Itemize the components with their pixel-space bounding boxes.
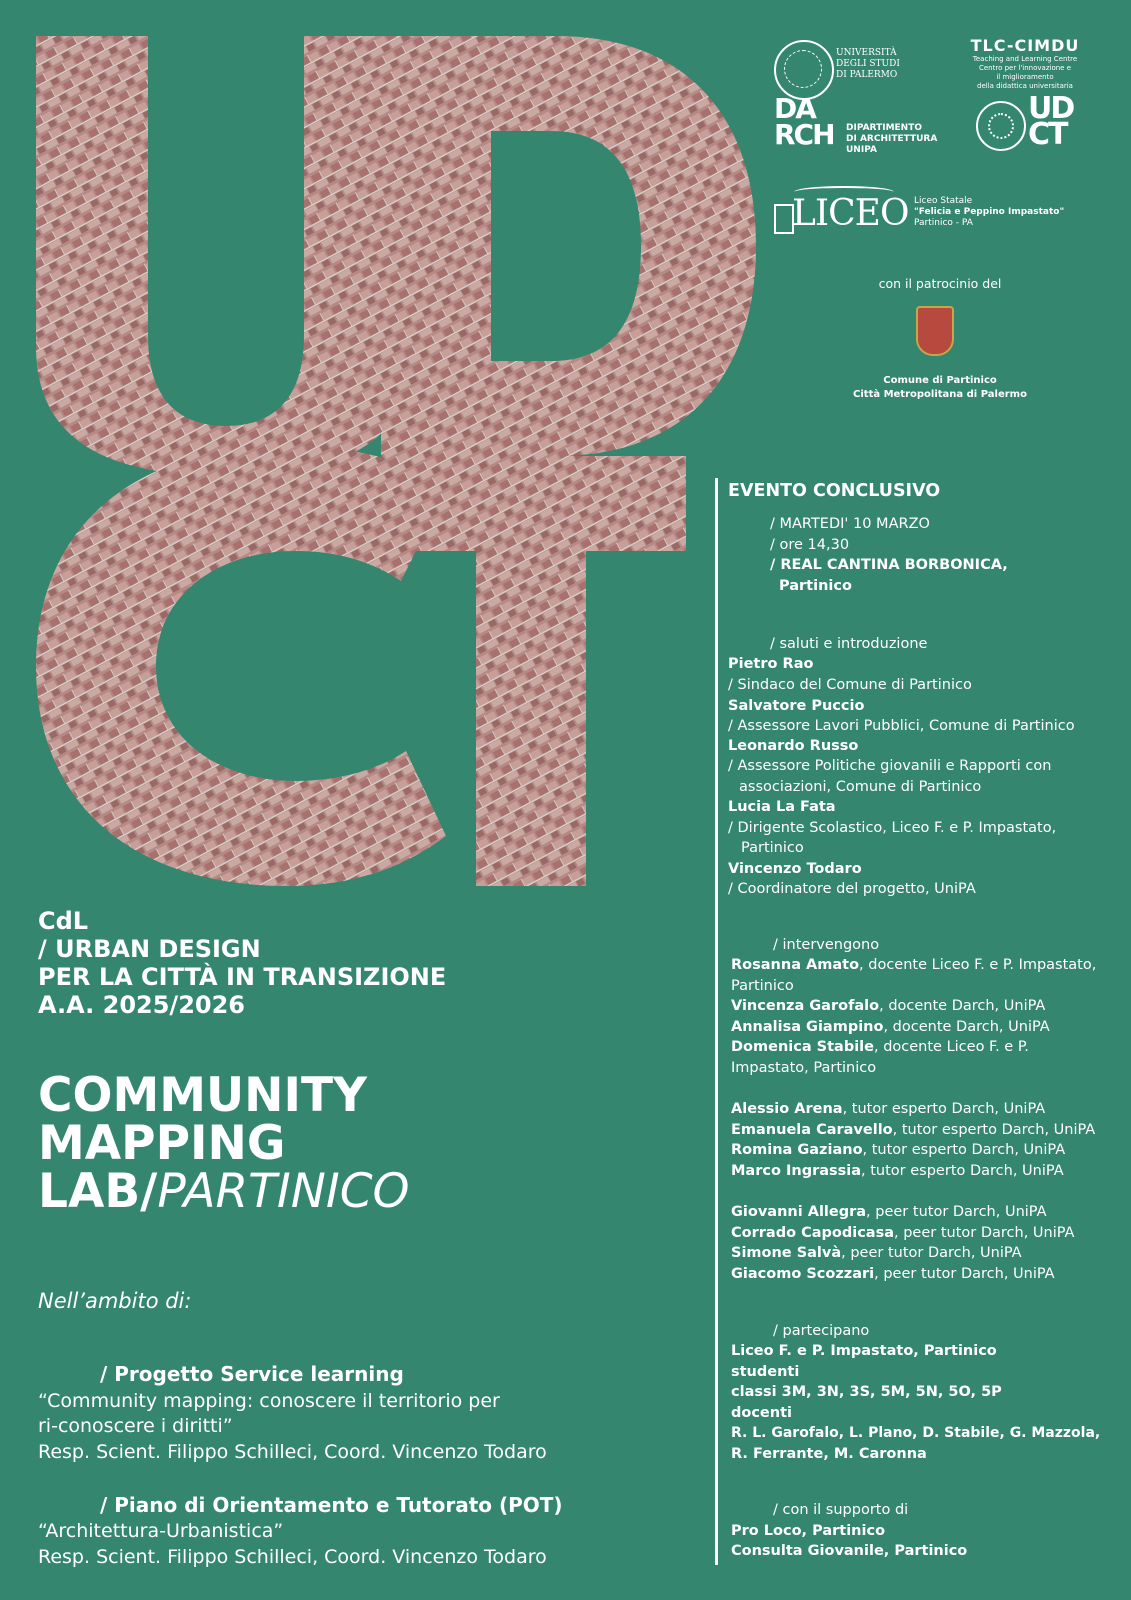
speaker-name: Lucia La Fata [728, 799, 836, 815]
partner-logos [774, 36, 1110, 436]
speaker-role: / Sindaco del Comune di Partinico [728, 677, 972, 693]
unipa-seal-icon [774, 40, 834, 100]
speaker-name: Salvatore Puccio [728, 698, 865, 714]
supporter-line: Pro Loco, Partinico [731, 1523, 886, 1539]
speaker-line: Domenica Stabile, docente Liceo F. e P. [731, 1039, 1029, 1055]
speaker-line: Emanuela Caravello, tutor esperto Darch, UniPA [731, 1122, 1096, 1138]
speaker-line: Giovanni Allegra, peer tutor Darch, UniPA [731, 1204, 1047, 1220]
tlc-logo: TLC-CIMDU Teaching and Learning Centre Centro per l'innovazione e il miglioramento della didattica universitaria [970, 36, 1080, 90]
section-saluti: / saluti e introduzione [770, 636, 928, 652]
participant-line: studenti [731, 1364, 800, 1380]
section-supporto: / con il supporto di [773, 1502, 909, 1518]
speaker-line: Romina Gaziano, tutor esperto Darch, UniPA [731, 1142, 1066, 1158]
headline-line: COMMUNITY [38, 1068, 368, 1123]
comune-label: Comune di Partinico Città Metropolitana di Palermo [853, 375, 1027, 400]
speaker-line: Marco Ingrassia, tutor esperto Darch, UniPA [731, 1163, 1064, 1179]
participant-line: R. L. Garofalo, L. Plano, D. Stabile, G. Mazzola, [731, 1425, 1101, 1441]
speaker-line: Rosanna Amato, docente Liceo F. e P. Impastato, [731, 957, 1097, 973]
event-date: / MARTEDI' 10 MARZO [770, 516, 930, 532]
project-title: / Progetto Service learning [100, 1362, 404, 1386]
headline-line: MAPPING [38, 1116, 286, 1171]
udct-logo-mark: UD CT [1028, 91, 1074, 152]
liceo-logo-text: Liceo Statale "Felicia e Peppino Impastato" Partinico - PA [914, 196, 1065, 228]
column-divider [715, 478, 718, 1565]
speaker-role: Impastato, Partinico [731, 1060, 877, 1076]
project-desc: “Architettura-Urbanistica” [38, 1520, 284, 1542]
darch-logo-text: DIPARTIMENTO DI ARCHITETTURA UNIPA [846, 123, 938, 155]
speaker-role: Partinico [731, 978, 794, 994]
liceo-logo-mark: LICEO [792, 193, 909, 234]
speaker-role: / Assessore Lavori Pubblici, Comune di Partinico [728, 718, 1075, 734]
letter-u [36, 36, 414, 476]
speaker-role: Partinico [741, 840, 804, 856]
speaker-line: Annalisa Giampino, docente Darch, UniPA [731, 1019, 1050, 1035]
section-partecipano: / partecipano [773, 1323, 870, 1339]
speaker-line: Simone Salvà, peer tutor Darch, UniPA [731, 1245, 1022, 1261]
speaker-role: / Assessore Politiche giovanili e Rapporti con [728, 758, 1052, 774]
participant-line: classi 3M, 3N, 3S, 5M, 5N, 5O, 5P [731, 1384, 1002, 1400]
participant-line: R. Ferrante, M. Caronna [731, 1446, 927, 1462]
speaker-line: Vincenza Garofalo, docente Darch, UniPA [731, 998, 1046, 1014]
supporter-line: Consulta Giovanile, Partinico [731, 1543, 968, 1559]
project-desc: “Community mapping: conoscere il territorio per [38, 1390, 500, 1412]
speaker-name: Leonardo Russo [728, 738, 859, 754]
event-venue: / REAL CANTINA BORBONICA, [770, 557, 1008, 573]
course-year: A.A. 2025/2026 [38, 991, 245, 1019]
speaker-line: Alessio Arena, tutor esperto Darch, UniPA [731, 1101, 1046, 1117]
event-venue-city: Partinico [779, 578, 852, 594]
speaker-name: Vincenzo Todaro [728, 861, 862, 877]
project-resp: Resp. Scient. Filippo Schilleci, Coord. Vincenzo Todaro [38, 1441, 547, 1463]
letter-d [381, 36, 756, 456]
udct-letters [36, 36, 756, 886]
project-title: / Piano di Orientamento e Tutorato (POT) [100, 1493, 563, 1517]
ambito-intro: Nell’ambito di: [38, 1289, 192, 1313]
comune-crest-icon [916, 306, 954, 356]
speaker-line: Giacomo Scozzari, peer tutor Darch, UniPA [731, 1266, 1055, 1282]
course-name: / URBAN DESIGN [38, 935, 261, 963]
speaker-line: Corrado Capodicasa, peer tutor Darch, UniPA [731, 1225, 1075, 1241]
course-name: PER LA CITTÀ IN TRANSIZIONE [38, 963, 447, 991]
speaker-name: Pietro Rao [728, 656, 814, 672]
speaker-role: associazioni, Comune di Partinico [739, 779, 982, 795]
course-label: CdL [38, 907, 89, 935]
participant-line: docenti [731, 1405, 792, 1421]
event-title: EVENTO CONCLUSIVO [728, 481, 941, 501]
unipa-logo-text: UNIVERSITÀ DEGLI STUDI DI PALERMO [836, 48, 900, 80]
liceo-building-icon [774, 204, 794, 234]
udct-rosette-icon [976, 101, 1026, 151]
event-time: / ore 14,30 [770, 537, 850, 553]
participant-line: Liceo F. e P. Impastato, Partinico [731, 1343, 997, 1359]
speaker-role: / Coordinatore del progetto, UniPA [728, 881, 976, 897]
headline-line: LAB/PARTINICO [38, 1164, 410, 1219]
darch-logo-mark: DA RCH [774, 92, 834, 151]
speaker-role: / Dirigente Scolastico, Liceo F. e P. Impastato, [728, 820, 1057, 836]
section-intervengono: / intervengono [773, 937, 880, 953]
project-resp: Resp. Scient. Filippo Schilleci, Coord. Vincenzo Todaro [38, 1546, 547, 1568]
project-desc: ri-conoscere i diritti” [38, 1415, 233, 1437]
patrocinio-label: con il patrocinio del [878, 276, 1002, 291]
